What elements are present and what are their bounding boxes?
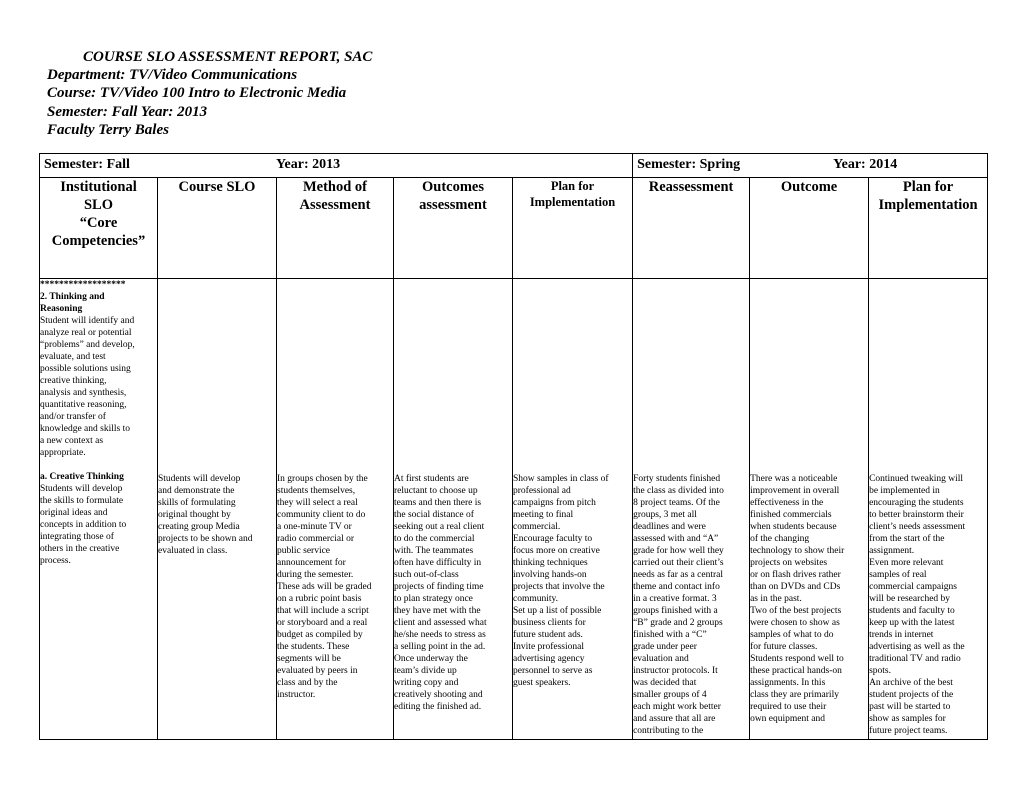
text-line: creatively shooting and: [394, 690, 483, 700]
core-title-line1: 2. Thinking and: [40, 292, 105, 302]
text-line: 8 project teams. Of the: [633, 498, 720, 508]
text-line: seeking out a real client: [394, 522, 485, 532]
text-line: Even more relevant: [869, 558, 944, 568]
col-course-slo-label: Course SLO: [178, 179, 256, 195]
text-line: he/she needs to stress as: [394, 630, 486, 640]
col-method: [277, 178, 394, 279]
col-plan-line1: Plan for: [550, 179, 595, 193]
text-line: commercial.: [513, 522, 561, 532]
text-line: to do the commercial: [394, 534, 475, 544]
text-line: future project teams.: [869, 726, 948, 736]
text-line: appropriate.: [40, 448, 86, 458]
text-line: often have difficulty in: [394, 558, 482, 568]
text-line: quantitative reasoning,: [40, 400, 127, 410]
method-text: [277, 473, 393, 701]
year-2013: Year: 2013: [276, 157, 341, 172]
semester-spring-cell: [633, 154, 988, 178]
text-line: projects to be shown and: [158, 534, 253, 544]
semester-fall: Semester: Fall: [44, 157, 130, 172]
report-title: COURSE SLO ASSESSMENT REPORT, SAC: [83, 49, 373, 65]
text-line: others in the creative: [40, 544, 120, 554]
text-line: client’s needs assessment: [869, 522, 966, 532]
text-line: samples of what to do: [750, 630, 834, 640]
creative-thinking-description: [40, 483, 157, 567]
text-line: and/or transfer of: [40, 412, 106, 422]
text-line: thinking techniques: [513, 558, 588, 568]
text-line: “problems” and develop,: [40, 340, 135, 350]
text-line: instructor protocols. It: [633, 666, 718, 676]
text-line: team’s divide up: [394, 666, 457, 676]
text-line: a selling point in the ad.: [394, 642, 486, 652]
course-slo-text: [158, 473, 276, 557]
col-plan-line2: Implementation: [529, 195, 616, 209]
text-line: were chosen to show as: [750, 618, 840, 628]
col-plan2-line2: Implementation: [878, 197, 978, 213]
col-outcome: [750, 178, 869, 279]
semester-fall-cell: [40, 154, 633, 178]
text-line: These ads will be graded: [277, 582, 372, 592]
text-line: as in the past.: [750, 594, 802, 604]
col-reassessment-label: Reassessment: [648, 179, 734, 195]
text-line: An archive of the best: [869, 678, 953, 688]
text-line: Students respond well to: [750, 654, 844, 664]
text-line: will be researched by: [869, 594, 951, 604]
text-line: they have met with the: [394, 606, 481, 616]
text-line: advertising agency: [513, 654, 585, 664]
col-outcomes-line1: Outcomes: [421, 179, 484, 195]
text-line: student projects of the: [869, 690, 954, 700]
text-line: spots.: [869, 666, 891, 676]
text-line: keep up with the latest: [869, 618, 955, 628]
text-line: the skills to formulate: [40, 496, 124, 506]
text-line: Students will develop: [158, 474, 241, 484]
text-line: contributing to the: [633, 726, 704, 736]
text-line: business clients for: [513, 618, 586, 628]
text-line: radio commercial or: [277, 534, 355, 544]
cell-plan: [513, 279, 633, 740]
text-line: meeting to final: [513, 510, 574, 520]
text-line: finished with a “C”: [633, 630, 707, 640]
semester-row: [40, 154, 988, 178]
text-line: Students will develop: [40, 484, 123, 494]
text-line: show as samples for: [869, 714, 946, 724]
text-line: on a rubric point basis: [277, 594, 362, 604]
text-line: At first students are: [394, 474, 469, 484]
creative-thinking-title: a. Creative Thinking: [40, 472, 124, 482]
text-line: the students. These: [277, 642, 350, 652]
text-line: class they are primarily: [750, 690, 839, 700]
semester-spring: Semester: Spring: [637, 157, 741, 172]
text-line: grade under peer: [633, 642, 697, 652]
text-line: There was a noticeable: [750, 474, 838, 484]
text-line: community.: [513, 594, 559, 604]
text-line: teams and then there is: [394, 498, 482, 508]
text-line: of the changing: [750, 534, 810, 544]
text-line: involving hands-on: [513, 570, 587, 580]
year-2014: Year: 2014: [833, 157, 898, 172]
text-line: required to use their: [750, 702, 827, 712]
plan-text: [513, 473, 632, 689]
text-line: analyze real or potential: [40, 328, 132, 338]
text-line: Forty students finished: [633, 474, 721, 484]
text-line: the class as divided into: [633, 486, 724, 496]
text-line: students themselves,: [277, 486, 356, 496]
text-line: smaller groups of 4: [633, 690, 707, 700]
col-inst-line4: Competencies”: [51, 233, 146, 249]
text-line: students and faculty to: [869, 606, 955, 616]
cell-plan-2: [869, 279, 988, 740]
text-line: be implemented in: [869, 486, 940, 496]
text-line: campaigns from pitch: [513, 498, 596, 508]
core-title-line2: Reasoning: [40, 304, 83, 314]
department-line: Department: TV/Video Communications: [47, 67, 298, 84]
text-line: public service: [277, 546, 331, 556]
text-line: segments will be: [277, 654, 341, 664]
table-row: [40, 279, 988, 740]
text-line: knowledge and skills to: [40, 424, 130, 434]
text-line: evaluate, and test: [40, 352, 106, 362]
text-line: encouraging the students: [869, 498, 964, 508]
text-line: announcement for: [277, 558, 346, 568]
outcome-text: [750, 473, 868, 725]
col-method-line1: Method of: [302, 179, 368, 195]
text-line: “B” grade and 2 groups: [633, 618, 723, 628]
col-inst-line3: “Core: [79, 215, 118, 231]
text-line: process.: [40, 556, 71, 566]
text-line: skills of formulating: [158, 498, 236, 508]
col-inst-line1: Institutional: [60, 179, 137, 195]
text-line: past will be started to: [869, 702, 951, 712]
text-line: from the start of the: [869, 534, 945, 544]
text-line: possible solutions using: [40, 364, 131, 374]
text-line: instructor.: [277, 690, 316, 700]
text-line: Show samples in class of: [513, 474, 609, 484]
col-outcome-label: Outcome: [780, 179, 838, 195]
col-institutional-slo: [40, 178, 158, 279]
col-outcomes-line2: assessment: [419, 197, 487, 213]
text-line: such out-of-class: [394, 570, 459, 580]
text-line: evaluated in class.: [158, 546, 228, 556]
text-line: during the semester.: [277, 570, 354, 580]
text-line: Set up a list of possible: [513, 606, 602, 616]
text-line: original thought by: [158, 510, 231, 520]
text-line: each might work better: [633, 702, 721, 712]
text-line: needs as far as a central: [633, 570, 723, 580]
text-line: creative thinking,: [40, 376, 107, 386]
text-line: original ideas and: [40, 508, 108, 518]
col-plan-for-implementation: [513, 178, 633, 279]
text-line: the social distance of: [394, 510, 474, 520]
text-line: or storyboard and a real: [277, 618, 368, 628]
text-line: community client to do: [277, 510, 366, 520]
col-plan2-line1: Plan for: [902, 179, 954, 195]
cell-core-competency: [40, 279, 158, 740]
cell-outcome: [750, 279, 869, 740]
text-line: and assure that all are: [633, 714, 716, 724]
text-line: these practical hands-on: [750, 666, 842, 676]
text-line: Encourage faculty to: [513, 534, 593, 544]
text-line: Two of the best projects: [750, 606, 842, 616]
text-line: in a creative format. 3: [633, 594, 717, 604]
text-line: technology to show their: [750, 546, 845, 556]
col-reassessment: [633, 178, 750, 279]
cell-method: [277, 279, 394, 740]
text-line: focus more on creative: [513, 546, 600, 556]
col-method-line2: Assessment: [299, 197, 371, 213]
text-line: carried out their client’s: [633, 558, 724, 568]
text-line: advertising as well as the: [869, 642, 965, 652]
cell-outcomes: [394, 279, 513, 740]
text-line: projects on websites: [750, 558, 828, 568]
text-line: improvement in overall: [750, 486, 840, 496]
text-line: grade for how well they: [633, 546, 724, 556]
text-line: traditional TV and radio: [869, 654, 961, 664]
text-line: for future classes.: [750, 642, 818, 652]
text-line: effectiveness in the: [750, 498, 824, 508]
text-line: integrating those of: [40, 532, 114, 542]
text-line: projects that involve the: [513, 582, 605, 592]
text-line: future student ads.: [513, 630, 583, 640]
semester-line: Semester: Fall Year: 2013: [47, 103, 208, 120]
text-line: guest speakers.: [513, 678, 571, 688]
text-line: deadlines and were: [633, 522, 706, 532]
text-line: analysis and synthesis,: [40, 388, 127, 398]
outcomes-text: [394, 473, 512, 713]
col-plan-for-implementation-2: [869, 178, 988, 279]
text-line: Continued tweaking will: [869, 474, 963, 484]
stars-divider: ******************: [40, 280, 126, 290]
faculty-line: Faculty Terry Bales: [47, 121, 169, 138]
text-line: theme and contact info: [633, 582, 720, 592]
text-line: that will include a script: [277, 606, 369, 616]
report-header: [47, 48, 372, 139]
text-line: assignment.: [869, 546, 915, 556]
text-line: class and by the: [277, 678, 338, 688]
text-line: a new context as: [40, 436, 104, 446]
text-line: to better brainstorm their: [869, 510, 964, 520]
text-line: evaluation and: [633, 654, 689, 664]
assessment-table: [39, 153, 988, 740]
text-line: or on flash drives rather: [750, 570, 841, 580]
text-line: evaluated by peers in: [277, 666, 358, 676]
text-line: groups, 3 met all: [633, 510, 697, 520]
text-line: they will select a real: [277, 498, 358, 508]
text-line: concepts in addition to: [40, 520, 127, 530]
text-line: samples of real: [869, 570, 927, 580]
text-line: assignments. In this: [750, 678, 826, 688]
text-line: professional ad: [513, 486, 571, 496]
text-line: budget as compiled by: [277, 630, 363, 640]
reassessment-text: [633, 473, 749, 737]
text-line: client and assessed what: [394, 618, 487, 628]
text-line: personnel to serve as: [513, 666, 593, 676]
text-line: to plan strategy once: [394, 594, 473, 604]
text-line: editing the finished ad.: [394, 702, 482, 712]
text-line: Student will identify and: [40, 316, 135, 326]
text-line: assessed with and “A”: [633, 534, 719, 544]
text-line: was decided that: [633, 678, 697, 688]
text-line: In groups chosen by the: [277, 474, 368, 484]
plan2-text: [869, 473, 987, 737]
text-line: creating group Media: [158, 522, 240, 532]
text-line: commercial campaigns: [869, 582, 957, 592]
text-line: own equipment and: [750, 714, 825, 724]
text-line: finished commercials: [750, 510, 832, 520]
text-line: Once underway the: [394, 654, 468, 664]
col-course-slo: [158, 178, 277, 279]
cell-course-slo: [158, 279, 277, 740]
text-line: and demonstrate the: [158, 486, 235, 496]
col-outcomes-assessment: [394, 178, 513, 279]
col-inst-line2: SLO: [83, 197, 113, 213]
text-line: a one-minute TV or: [277, 522, 352, 532]
course-line: Course: TV/Video 100 Intro to Electronic Media: [47, 85, 347, 102]
text-line: reluctant to choose up: [394, 486, 478, 496]
text-line: writing copy and: [394, 678, 459, 688]
column-header-row: [40, 178, 988, 279]
core-description: [40, 315, 157, 459]
cell-reassessment: [633, 279, 750, 740]
text-line: trends in internet: [869, 630, 934, 640]
text-line: Invite professional: [513, 642, 584, 652]
text-line: than on DVDs and CDs: [750, 582, 841, 592]
text-line: with. The teammates: [394, 546, 474, 556]
text-line: when students because: [750, 522, 837, 532]
text-line: groups finished with a: [633, 606, 718, 616]
text-line: projects of finding time: [394, 582, 484, 592]
